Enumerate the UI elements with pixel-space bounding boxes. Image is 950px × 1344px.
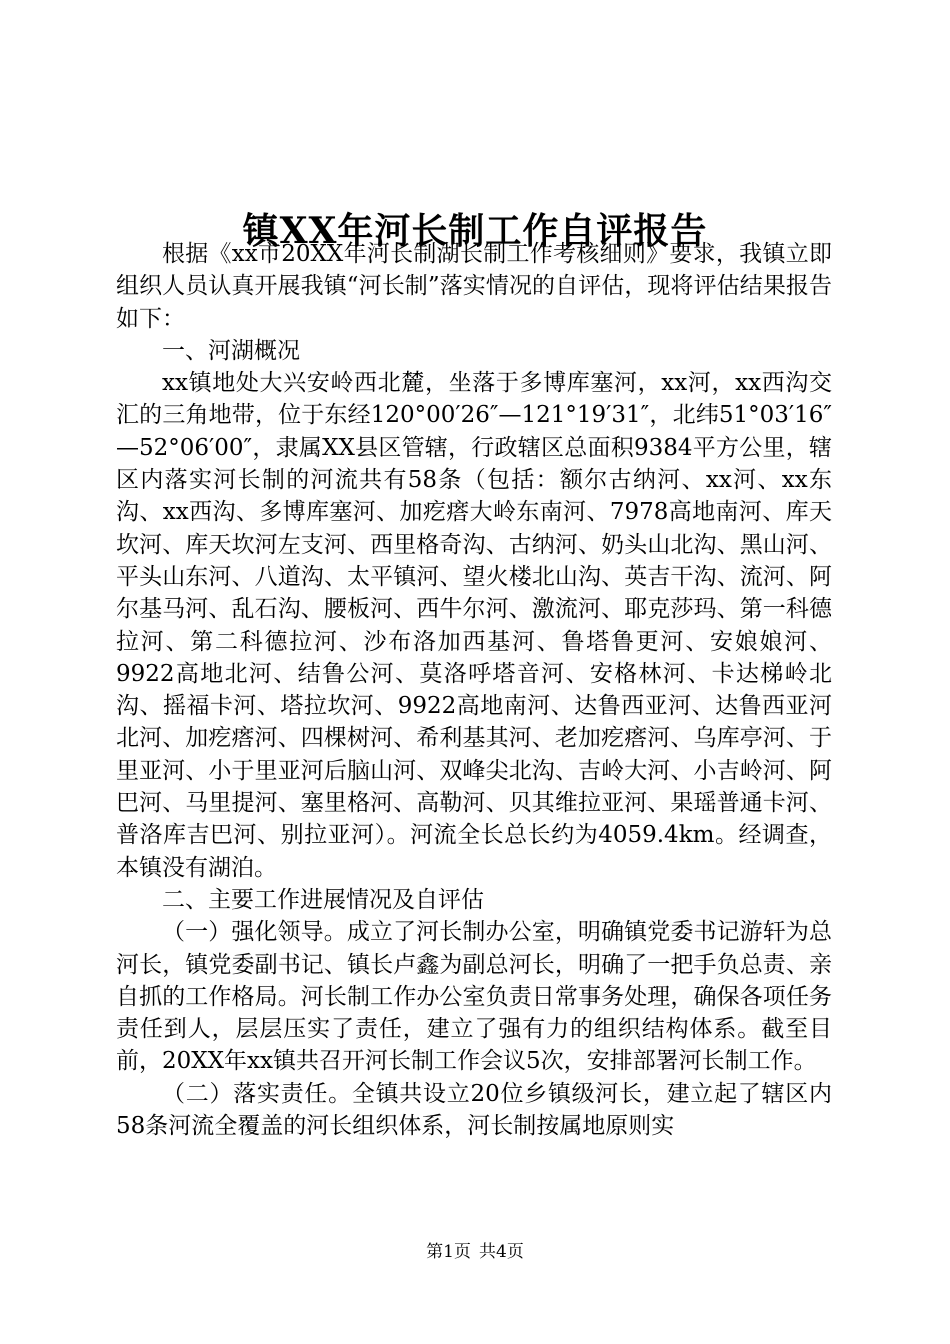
page-footer xyxy=(0,1240,950,1264)
page-number: 第1页 xyxy=(426,1242,471,1262)
document-body xyxy=(116,238,832,1142)
section-heading-overview: 一、河湖概况 xyxy=(162,337,300,364)
page-total: 共4页 xyxy=(479,1242,524,1262)
paragraph-river-overview: xx镇地处大兴安岭西北麓，坐落于多博库塞河，xx河，xx西沟交汇的三角地带，位于东经120°00′26″—121°19′31″，北纬51°03′16″—52°06′00″，隶属XX县区管辖，行政辖区总面积9384平方公里，辖区内落实河长制的河流共有58条（包括：额尔古纳河、xx河、xx东沟、xx西沟、多博库塞河、加疙瘩大岭东南河、7978高地南河、库天坎河、库天坎河左支河、西里格奇沟、古纳河、奶头山北沟、黑山河、平头山东河、八道沟、太平镇河、望火楼北山沟、英吉干沟、流河、阿尔基马河、乱石沟、腰板河、西牛尔河、激流河、耶克莎玛、第一科德拉河、第二科德拉河、沙布洛加西基河、鲁塔鲁更河、安娘娘河、9922高地北河、结鲁公河、莫洛呼塔音河、安格林河、卡达梯岭北沟、摇福卡河、塔拉坎河、9922高地南河、达鲁西亚河、达鲁西亚河北河、加疙瘩河、四棵树河、希利基其河、老加疙瘩河、乌库亭河、于里亚河、小于里亚河后脑山河、双峰尖北沟、吉岭大河、小吉岭河、阿巴河、马里提河、塞里格河、高勒河、贝其维拉亚河、果瑶普通卡河、普洛库吉巴河、别拉亚河）。河流全长总长约为4059.4km。经调查，本镇没有湖泊。 xyxy=(116,370,832,881)
paragraph-intro: 根据《xx市20XX年河长制湖长制工作考核细则》要求，我镇立即组织人员认真开展我镇“河长制”落实情况的自评估，现将评估结果报告如下： xyxy=(116,241,832,332)
paragraph-responsibility: （二）落实责任。全镇共设立20位乡镇级河长，建立起了辖区内58条河流全覆盖的河长组织体系，河长制按属地原则实 xyxy=(116,1080,832,1140)
section-heading-progress: 二、主要工作进展情况及自评估 xyxy=(162,886,484,913)
document-title: 镇XX年河长制工作自评报告 xyxy=(242,210,708,253)
paragraph-leadership: （一）强化领导。成立了河长制办公室，明确镇党委书记游轩为总河长，镇党委副书记、镇长卢鑫为副总河长，明确了一把手负总责、亲自抓的工作格局。河长制工作办公室负责日常事务处理，确保各项任务责任到人，层层压实了责任，建立了强有力的组织结构体系。截至目前，20XX年xx镇共召开河长制工作会议5次，安排部署河长制工作。 xyxy=(116,919,832,1075)
